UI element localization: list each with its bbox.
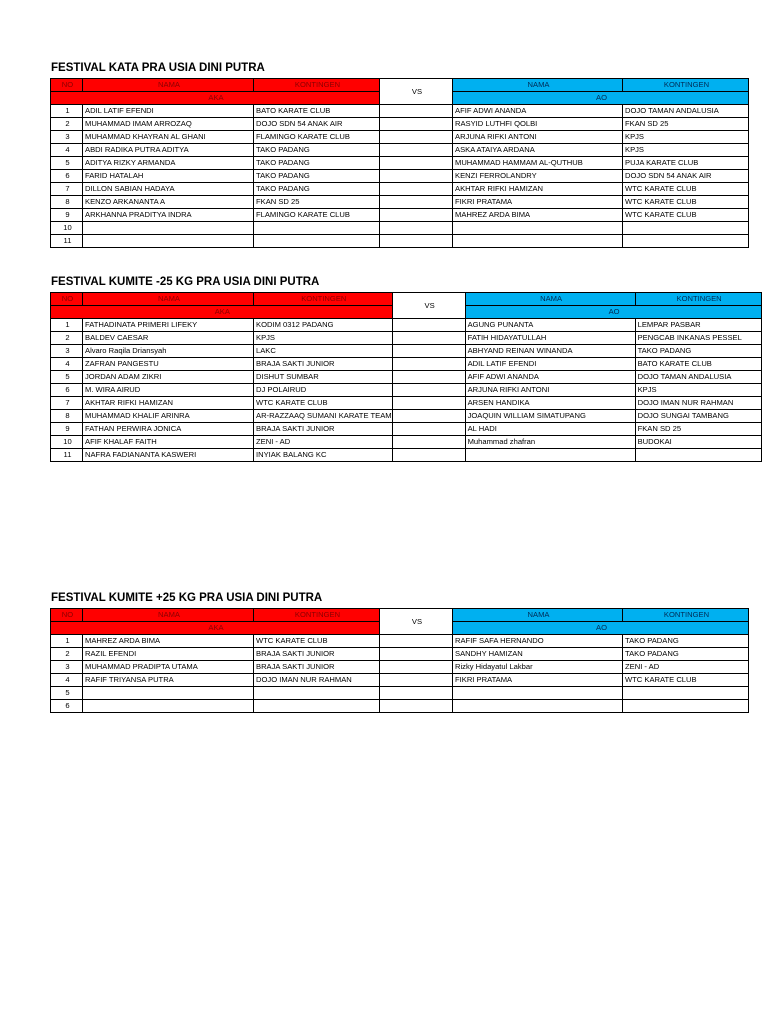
aka-name: MUHAMMAD KHAYRAN AL GHANI	[83, 131, 254, 144]
aka-name: KENZO ARKANANTA A	[83, 196, 254, 209]
aka-team	[254, 687, 380, 700]
table-row	[51, 700, 749, 713]
vs-cell	[392, 332, 465, 345]
row-number: 6	[51, 384, 83, 397]
aka-name: ADITYA RIZKY ARMANDA	[83, 157, 254, 170]
aka-team	[254, 222, 380, 235]
aka-team	[254, 235, 380, 248]
aka-team: BRAJA SAKTI JUNIOR	[254, 661, 380, 674]
aka-name: JORDAN ADAM ZIKRI	[83, 371, 254, 384]
aka-name	[83, 687, 254, 700]
row-number: 8	[51, 410, 83, 423]
vs-cell	[380, 635, 453, 648]
ao-team: ZENI - AD	[623, 661, 749, 674]
vs-cell	[392, 410, 465, 423]
vs-cell	[380, 170, 453, 183]
table-row	[51, 196, 749, 209]
header-aka-kontingen: KONTINGEN	[254, 79, 380, 92]
aka-name: MUHAMMAD KHALIF ARINRA	[83, 410, 254, 423]
ao-team: WTC KARATE CLUB	[623, 674, 749, 687]
row-number: 4	[51, 358, 83, 371]
vs-cell	[380, 144, 453, 157]
ao-name: ABHYAND REINAN WINANDA	[465, 345, 635, 358]
aka-team: DISHUT SUMBAR	[254, 371, 393, 384]
ao-team	[623, 700, 749, 713]
ao-team: PENGCAB INKANAS PESSEL	[635, 332, 761, 345]
ao-name: RAFIF SAFA HERNANDO	[453, 635, 623, 648]
table-row	[51, 384, 762, 397]
ao-name: JOAQUIN WILLIAM SIMATUPANG	[465, 410, 635, 423]
table-row	[51, 170, 749, 183]
row-number: 3	[51, 345, 83, 358]
aka-team: TAKO PADANG	[254, 157, 380, 170]
ao-name: AKHTAR RIFKI HAMIZAN	[453, 183, 623, 196]
header-ao-kontingen: KONTINGEN	[635, 293, 761, 306]
row-number: 7	[51, 397, 83, 410]
aka-team: DOJO SDN 54 ANAK AIR	[254, 118, 380, 131]
aka-team: TAKO PADANG	[254, 183, 380, 196]
aka-name	[83, 235, 254, 248]
header-aka-nama: NAMA	[83, 79, 254, 92]
ao-team: FKAN SD 25	[623, 118, 749, 131]
table-row	[51, 635, 749, 648]
vs-cell	[380, 196, 453, 209]
ao-team: KPJS	[623, 131, 749, 144]
table-row	[51, 332, 762, 345]
ao-team: WTC KARATE CLUB	[623, 183, 749, 196]
row-number: 3	[51, 661, 83, 674]
table-row	[51, 410, 762, 423]
aka-team: FLAMINGO KARATE CLUB	[254, 209, 380, 222]
aka-team: FKAN SD 25	[254, 196, 380, 209]
aka-name: FATHAN PERWIRA JONICA	[83, 423, 254, 436]
vs-cell	[392, 384, 465, 397]
aka-name: MUHAMMAD IMAM ARROZAQ	[83, 118, 254, 131]
table-row	[51, 235, 749, 248]
header-row	[51, 293, 762, 306]
ao-name: AFIF ADWI ANANDA	[453, 105, 623, 118]
aka-name: FATHADINATA PRIMERI LIFEKY	[83, 319, 254, 332]
aka-name: RAFIF TRIYANSA PUTRA	[83, 674, 254, 687]
row-number: 1	[51, 105, 83, 118]
ao-team: TAKO PADANG	[623, 648, 749, 661]
ao-team: DOJO IMAN NUR RAHMAN	[635, 397, 761, 410]
header-ao-nama: NAMA	[453, 609, 623, 622]
bracket-table	[50, 292, 762, 462]
row-number: 5	[51, 687, 83, 700]
vs-cell	[380, 209, 453, 222]
aka-name: NAFRA FADIANANTA KASWERI	[83, 449, 254, 462]
aka-name: ABDI RADIKA PUTRA ADITYA	[83, 144, 254, 157]
table-row	[51, 157, 749, 170]
aka-name: FARID HATALAH	[83, 170, 254, 183]
row-number: 5	[51, 157, 83, 170]
row-number: 2	[51, 332, 83, 345]
aka-label: AKA	[51, 306, 393, 319]
ao-label: AO	[453, 92, 749, 105]
ao-name	[453, 235, 623, 248]
ao-name	[453, 687, 623, 700]
ao-team: WTC KARATE CLUB	[623, 209, 749, 222]
ao-name: SANDHY HAMIZAN	[453, 648, 623, 661]
header-no: NO	[51, 293, 83, 306]
aka-label: AKA	[51, 622, 380, 635]
vs-cell	[392, 397, 465, 410]
table-row	[51, 648, 749, 661]
ao-team	[623, 687, 749, 700]
ao-team: DOJO TAMAN ANDALUSIA	[635, 371, 761, 384]
table-row	[51, 209, 749, 222]
ao-team: KPJS	[635, 384, 761, 397]
header-row	[51, 609, 749, 622]
aka-team: WTC KARATE CLUB	[254, 397, 393, 410]
vs-cell	[392, 345, 465, 358]
ao-team: LEMPAR PASBAR	[635, 319, 761, 332]
header-no: NO	[51, 609, 83, 622]
ao-team: PUJA KARATE CLUB	[623, 157, 749, 170]
ao-label: AO	[453, 622, 749, 635]
row-number: 8	[51, 196, 83, 209]
vs-cell	[380, 687, 453, 700]
aka-label: AKA	[51, 92, 380, 105]
aka-name: M. WIRA AIRUD	[83, 384, 254, 397]
ao-name: Muhammad zhafran	[465, 436, 635, 449]
aka-team: BRAJA SAKTI JUNIOR	[254, 423, 393, 436]
vs-cell	[380, 235, 453, 248]
ao-name	[465, 449, 635, 462]
table-row	[51, 183, 749, 196]
ao-label: AO	[465, 306, 761, 319]
row-number: 9	[51, 209, 83, 222]
ao-name	[453, 700, 623, 713]
aka-team: BRAJA SAKTI JUNIOR	[254, 358, 393, 371]
aka-name: MUHAMMAD PRADIPTA UTAMA	[83, 661, 254, 674]
table-row	[51, 144, 749, 157]
aka-team: BRAJA SAKTI JUNIOR	[254, 648, 380, 661]
vs-cell	[380, 674, 453, 687]
table-row	[51, 674, 749, 687]
ao-team: TAKO PADANG	[635, 345, 761, 358]
aka-name: AFIF KHALAF FAITH	[83, 436, 254, 449]
aka-team: FLAMINGO KARATE CLUB	[254, 131, 380, 144]
ao-team: DOJO TAMAN ANDALUSIA	[623, 105, 749, 118]
aka-team: INYIAK BALANG KC	[254, 449, 393, 462]
ao-name: MUHAMMAD HAMMAM AL-QUTHUB	[453, 157, 623, 170]
table-row	[51, 358, 762, 371]
row-number: 11	[51, 235, 83, 248]
ao-team: BATO KARATE CLUB	[635, 358, 761, 371]
row-number: 1	[51, 319, 83, 332]
ao-team: KPJS	[623, 144, 749, 157]
aka-name: AKHTAR RIFKI HAMIZAN	[83, 397, 254, 410]
aka-name: ADIL LATIF EFENDI	[83, 105, 254, 118]
aka-team	[254, 700, 380, 713]
row-number: 9	[51, 423, 83, 436]
aka-team: AR-RAZZAAQ SUMANI KARATE TEAM	[254, 410, 393, 423]
header-aka-kontingen: KONTINGEN	[254, 609, 380, 622]
aka-name	[83, 700, 254, 713]
row-number: 6	[51, 170, 83, 183]
header-ao-nama: NAMA	[453, 79, 623, 92]
ao-name: AGUNG PUNANTA	[465, 319, 635, 332]
vs-label: VS	[392, 293, 465, 319]
section-title: FESTIVAL KUMITE -25 KG PRA USIA DINI PUTRA	[51, 276, 320, 288]
table-row	[51, 449, 762, 462]
vs-cell	[380, 157, 453, 170]
aka-name: ARKHANNA PRADITYA INDRA	[83, 209, 254, 222]
vs-cell	[392, 449, 465, 462]
header-aka-nama: NAMA	[83, 609, 254, 622]
row-number: 6	[51, 700, 83, 713]
row-number: 4	[51, 144, 83, 157]
header-ao-kontingen: KONTINGEN	[623, 79, 749, 92]
ao-team	[635, 449, 761, 462]
ao-name: ASKA ATAIYA ARDANA	[453, 144, 623, 157]
section-title: FESTIVAL KATA PRA USIA DINI PUTRA	[51, 62, 265, 74]
table-row	[51, 687, 749, 700]
aka-name: Alvaro Raqila Driansyah	[83, 345, 254, 358]
ao-team: TAKO PADANG	[623, 635, 749, 648]
row-number: 4	[51, 674, 83, 687]
ao-name: FATIH HIDAYATULLAH	[465, 332, 635, 345]
vs-cell	[380, 118, 453, 131]
table-row	[51, 371, 762, 384]
ao-team	[623, 235, 749, 248]
header-ao-nama: NAMA	[465, 293, 635, 306]
vs-cell	[380, 661, 453, 674]
ao-team: FKAN SD 25	[635, 423, 761, 436]
aka-team: TAKO PADANG	[254, 144, 380, 157]
ao-name: MAHREZ ARDA BIMA	[453, 209, 623, 222]
row-number: 10	[51, 436, 83, 449]
header-aka-kontingen: KONTINGEN	[254, 293, 393, 306]
table-row	[51, 345, 762, 358]
row-number: 11	[51, 449, 83, 462]
ao-team	[623, 222, 749, 235]
aka-team: WTC KARATE CLUB	[254, 635, 380, 648]
header-aka-nama: NAMA	[83, 293, 254, 306]
vs-cell	[380, 648, 453, 661]
aka-team: BATO KARATE CLUB	[254, 105, 380, 118]
row-number: 10	[51, 222, 83, 235]
vs-cell	[380, 131, 453, 144]
ao-team: BUDOKAI	[635, 436, 761, 449]
vs-cell	[380, 222, 453, 235]
vs-cell	[392, 423, 465, 436]
row-number: 3	[51, 131, 83, 144]
aka-team: DOJO IMAN NUR RAHMAN	[254, 674, 380, 687]
section-title: FESTIVAL KUMITE +25 KG PRA USIA DINI PUTRA	[51, 592, 323, 604]
aka-team: TAKO PADANG	[254, 170, 380, 183]
table-row	[51, 436, 762, 449]
ao-name: Rizky Hidayatul Lakbar	[453, 661, 623, 674]
ao-name	[453, 222, 623, 235]
vs-cell	[392, 371, 465, 384]
row-number: 2	[51, 118, 83, 131]
aka-team: KODIM 0312 PADANG	[254, 319, 393, 332]
ao-name: ARSEN HANDIKA	[465, 397, 635, 410]
ao-name: RASYID LUTHFI QOLBI	[453, 118, 623, 131]
ao-name: FIKRI PRATAMA	[453, 196, 623, 209]
ao-team: DOJO SUNGAI TAMBANG	[635, 410, 761, 423]
ao-team: DOJO SDN 54 ANAK AIR	[623, 170, 749, 183]
ao-team: WTC KARATE CLUB	[623, 196, 749, 209]
aka-team: ZENI - AD	[254, 436, 393, 449]
table-row	[51, 105, 749, 118]
vs-cell	[392, 319, 465, 332]
ao-name: ARJUNA RIFKI ANTONI	[465, 384, 635, 397]
vs-label: VS	[380, 609, 453, 635]
vs-cell	[380, 183, 453, 196]
vs-cell	[392, 358, 465, 371]
header-row	[51, 79, 749, 92]
row-number: 2	[51, 648, 83, 661]
row-number: 1	[51, 635, 83, 648]
ao-name: ARJUNA RIFKI ANTONI	[453, 131, 623, 144]
ao-name: AFIF ADWI ANANDA	[465, 371, 635, 384]
vs-cell	[380, 105, 453, 118]
ao-name: KENZI FERROLANDRY	[453, 170, 623, 183]
ao-name: FIKRI PRATAMA	[453, 674, 623, 687]
aka-team: KPJS	[254, 332, 393, 345]
table-row	[51, 661, 749, 674]
row-number: 7	[51, 183, 83, 196]
header-no: NO	[51, 79, 83, 92]
table-row	[51, 118, 749, 131]
bracket-table	[50, 78, 749, 248]
row-number: 5	[51, 371, 83, 384]
aka-name: DILLON SABIAN HADAYA	[83, 183, 254, 196]
table-row	[51, 423, 762, 436]
vs-label: VS	[380, 79, 453, 105]
table-row	[51, 131, 749, 144]
aka-name: ZAFRAN PANGESTU	[83, 358, 254, 371]
vs-cell	[380, 700, 453, 713]
header-ao-kontingen: KONTINGEN	[623, 609, 749, 622]
ao-name: ADIL LATIF EFENDI	[465, 358, 635, 371]
table-row	[51, 222, 749, 235]
aka-name: BALDEV CAESAR	[83, 332, 254, 345]
vs-cell	[392, 436, 465, 449]
bracket-table	[50, 608, 749, 713]
aka-name	[83, 222, 254, 235]
aka-name: MAHREZ ARDA BIMA	[83, 635, 254, 648]
table-row	[51, 397, 762, 410]
aka-name: RAZIL EFENDI	[83, 648, 254, 661]
aka-team: LAKC	[254, 345, 393, 358]
ao-name: AL HADI	[465, 423, 635, 436]
table-row	[51, 319, 762, 332]
aka-team: DJ POLAIRUD	[254, 384, 393, 397]
